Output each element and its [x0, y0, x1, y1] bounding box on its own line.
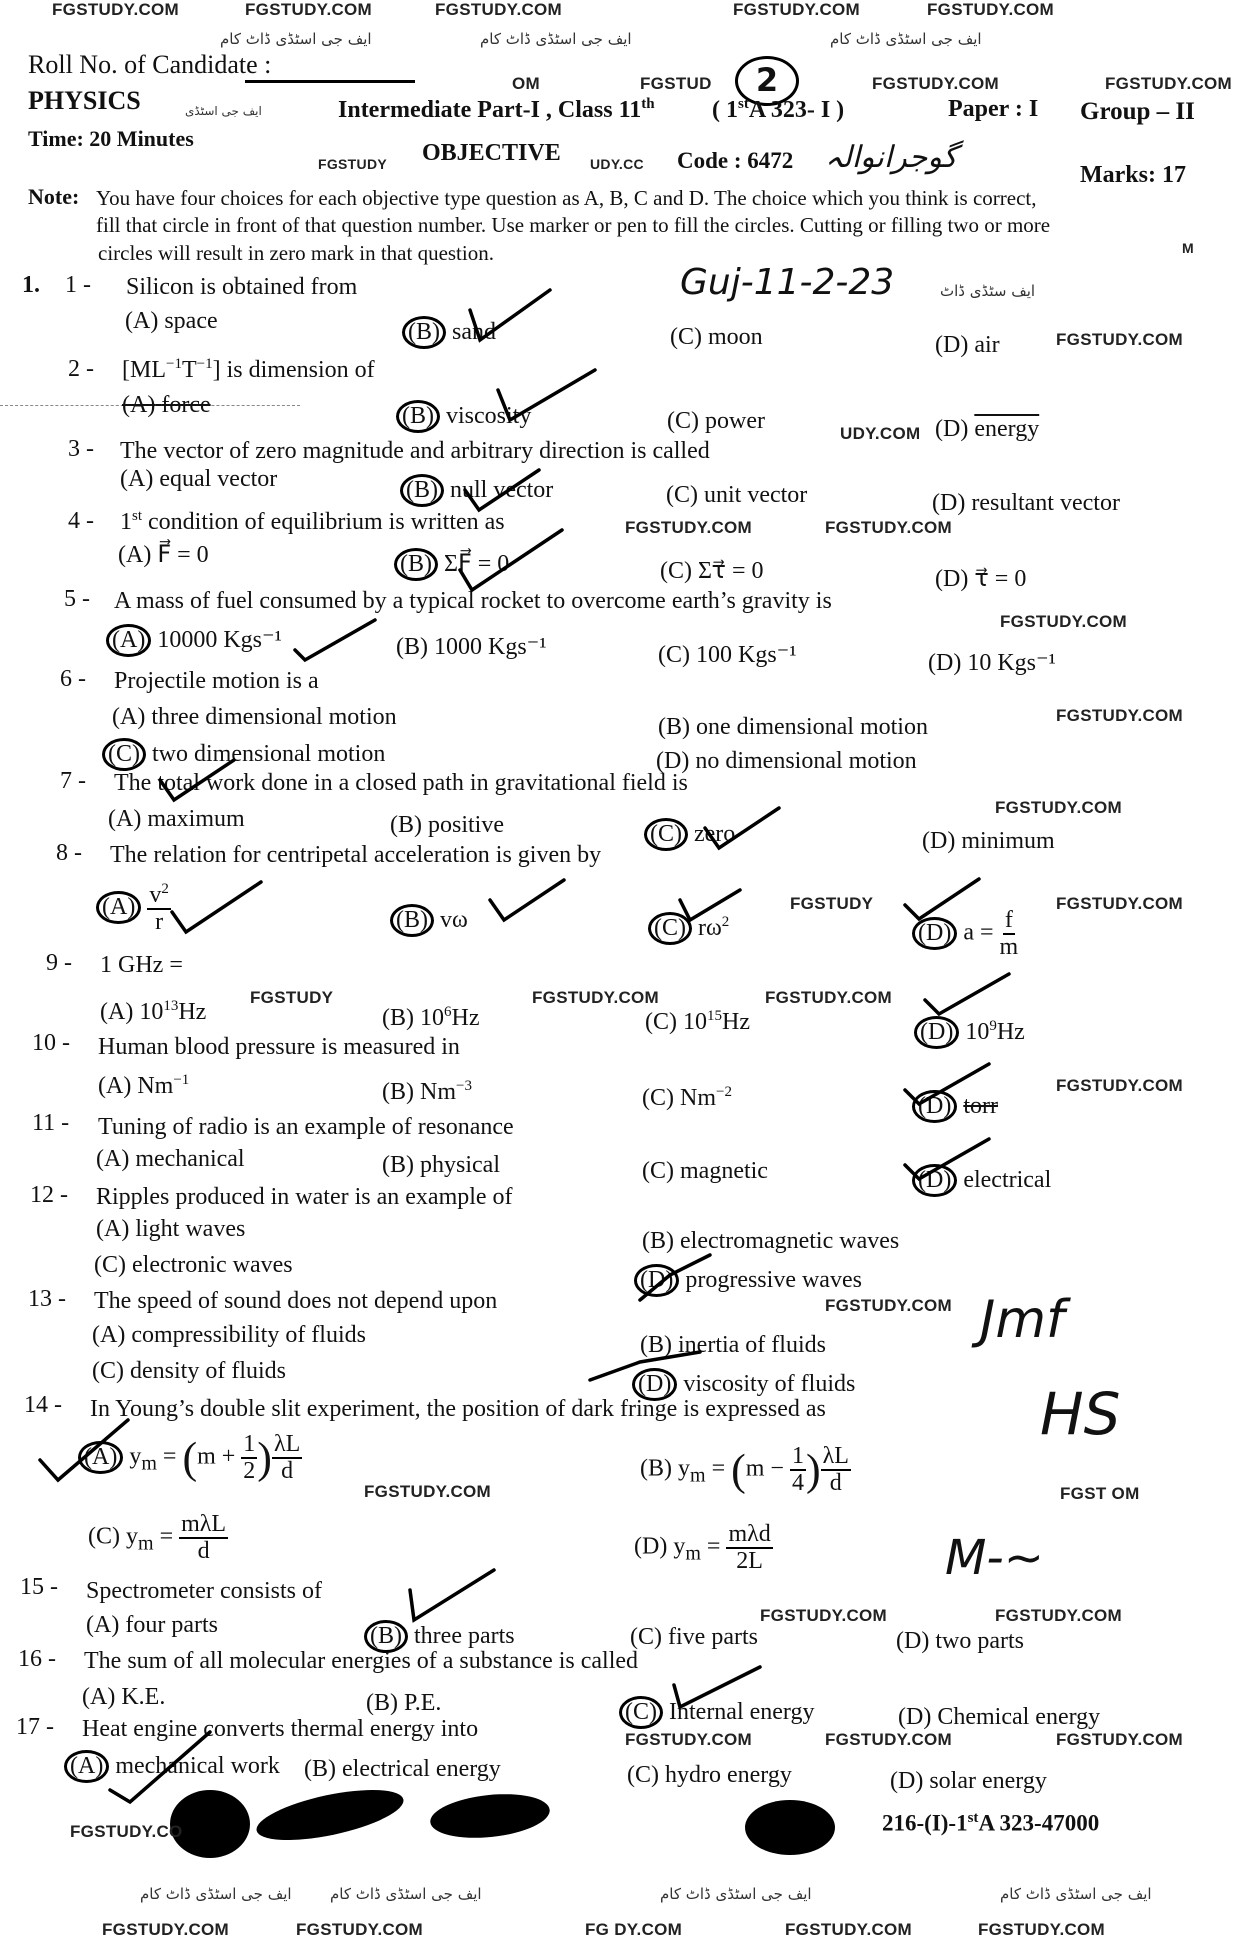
option-b-marked[interactable]: (B) three parts — [370, 1620, 515, 1653]
question-number: 7 - — [60, 768, 86, 794]
marked-circle: (C) — [644, 818, 688, 851]
watermark: FGSTUDY.COM — [364, 1482, 492, 1501]
question-text: The sum of all molecular energies of a substance is called — [84, 1648, 639, 1674]
option-d[interactable]: (D) no dimensional motion — [656, 748, 917, 774]
question-number: 13 - — [28, 1286, 66, 1312]
check-icon — [925, 974, 1009, 1014]
paper-code: ( 1stA 323- I ) — [712, 96, 845, 123]
question-text: Heat engine converts thermal energy into — [82, 1716, 479, 1742]
section-number: 1. — [22, 272, 40, 298]
marked-circle: (D) — [634, 1264, 679, 1297]
check-icon — [680, 890, 740, 920]
question-number: 16 - — [18, 1646, 56, 1672]
note-text-line-2: fill that circle in front of that question number. Use marker or pen to fill the circles. Cutting or filling two or more — [96, 213, 1051, 237]
watermark: FGSTUDY.COM — [995, 798, 1123, 817]
paper-serial-code: 216-(I)-1stA 323-47000 — [882, 1810, 1100, 1836]
check-icon — [410, 1570, 494, 1620]
watermark: FG DY.COM — [585, 1920, 683, 1939]
option-b[interactable]: (B) 1000 Kgs⁻¹ — [396, 634, 547, 660]
option-c[interactable]: (C) unit vector — [666, 482, 808, 508]
watermark: FGSTUDY.COM — [825, 518, 953, 537]
watermark: FGSTUDY.CO — [70, 1822, 183, 1841]
examiner-signature: Jmf — [980, 1290, 1065, 1350]
option-d-marked[interactable]: (D) $10^9Hz$ — [920, 1016, 1025, 1049]
option-c[interactable]: (C) five parts — [630, 1624, 758, 1650]
option-d[interactable]: (D) minimum — [922, 828, 1055, 854]
watermark: FGSTUDY.COM — [927, 0, 1055, 19]
watermark: FGSTUDY — [790, 894, 874, 913]
time-label: Time: 20 Minutes — [28, 126, 194, 151]
watermark: FGSTUDY — [250, 988, 334, 1007]
watermark: FGSTUDY.COM — [245, 0, 373, 19]
option-a-marked[interactable]: (A) $y_m = (m$ + $\frac{1}{2}$ ) $\frac{\lambda L}{d}$ — [84, 1432, 302, 1484]
option-b-marked[interactable]: (B) ΣF⃗ = 0 — [400, 548, 509, 581]
watermark: FGSTUDY.COM — [825, 1730, 953, 1749]
roll-number-label: Roll No. of Candidate : — [28, 50, 272, 79]
option-c[interactable]: (C) $y_m$ = $\frac{\text{mλL}}{d}$ — [88, 1511, 227, 1565]
option-a[interactable]: (A) space — [125, 308, 218, 334]
marked-circle: (A) — [106, 624, 151, 657]
question-text: The relation for centripetal acceleration is given by — [110, 842, 602, 868]
option-d-marked[interactable]: (D) viscosity of fluids — [638, 1368, 855, 1401]
option-a-marked[interactable]: (A) 10000 Kgs⁻¹ — [112, 624, 282, 657]
marked-circle: (A) — [96, 891, 141, 924]
option-d[interactable]: (D) air — [935, 332, 1000, 358]
option-a[interactable]: (A) force — [122, 392, 211, 418]
handwritten-number: 2 — [735, 56, 799, 106]
check-icon — [498, 370, 595, 420]
watermark: FGSTUDY.COM — [1105, 74, 1233, 93]
option-d-marked[interactable]: (D) progressive waves — [640, 1264, 862, 1297]
watermark: FGSTUDY.COM — [625, 1730, 753, 1749]
option-c[interactable]: (C) $Nm^{-2}$ — [642, 1084, 732, 1111]
handwritten-city: گوجرانوالہ — [825, 140, 958, 175]
option-a[interactable]: (A) $Nm^{-1}$ — [98, 1072, 190, 1099]
marked-circle: (C) — [619, 1696, 663, 1729]
option-c[interactable]: (C) $10^{15}Hz$ — [645, 1008, 750, 1035]
watermark-urdu: ایف جی اسٹڈی ڈاٹ کام — [330, 1885, 482, 1903]
option-d[interactable]: (D) resultant vector — [932, 490, 1120, 516]
option-b[interactable]: (B) one dimensional motion — [658, 714, 928, 740]
check-icon — [470, 290, 550, 340]
check-icon — [705, 808, 779, 848]
option-c-marked[interactable]: (C) Internal energy — [625, 1696, 815, 1729]
marked-circle: (C) — [102, 738, 146, 771]
watermark: FGSTUDY.COM — [765, 988, 893, 1007]
watermark-urdu: ایف جی اسٹڈی ڈاٹ کام — [140, 1885, 292, 1903]
watermark: FGSTUD — [640, 74, 712, 93]
marked-circle: (A) — [64, 1750, 109, 1783]
question-number: 6 - — [60, 666, 86, 692]
option-c[interactable]: (C) hydro energy — [627, 1762, 792, 1788]
option-b[interactable]: (B) $10^6Hz$ — [382, 1004, 480, 1031]
check-icon — [905, 1064, 989, 1104]
question-text: The vector of zero magnitude and arbitrary direction is called — [120, 438, 710, 464]
marked-circle: (D) — [632, 1368, 677, 1401]
watermark-urdu: ایف جی اسٹڈی — [185, 104, 262, 118]
option-a[interactable]: (A) maximum — [108, 806, 245, 832]
watermark-urdu: ایف جی اسٹڈی ڈاٹ کام — [1000, 1885, 1152, 1903]
option-c[interactable]: (C) electronic waves — [94, 1252, 293, 1278]
watermark: FGSTUDY.COM — [995, 1606, 1123, 1625]
watermark: OM — [512, 74, 540, 93]
question-text: 1 GHz = — [100, 952, 183, 978]
watermark: FGSTUDY.COM — [625, 518, 753, 537]
marked-circle: (B) — [402, 316, 446, 349]
option-d[interactable]: (D) τ⃗ = 0 — [935, 566, 1027, 592]
watermark: FGSTUDY.COM — [1056, 894, 1184, 913]
option-b[interactable]: (B) physical — [382, 1152, 500, 1178]
option-a-marked[interactable]: (A) $\frac{v^2}{r}$ — [102, 882, 171, 935]
question-text: Human blood pressure is measured in — [98, 1034, 460, 1060]
question-number: 3 - — [68, 436, 94, 462]
marked-circle: (A) — [78, 1441, 123, 1474]
marked-circle: (D) — [912, 917, 957, 950]
option-a[interactable]: (A) three dimensional motion — [112, 704, 397, 730]
scribble-signature — [745, 1800, 835, 1855]
check-icon — [905, 1139, 989, 1179]
question-text: 1st condition of equilibrium is written as — [120, 508, 505, 535]
question-number: 14 - — [24, 1392, 62, 1418]
marked-circle: (B) — [394, 548, 438, 581]
examiner-signature: M-~ — [945, 1530, 1044, 1586]
option-b-marked[interactable]: (B) null vector — [406, 474, 553, 507]
check-icon — [674, 1667, 760, 1707]
option-b[interactable]: (B) electrical energy — [304, 1756, 501, 1782]
check-icon — [590, 1352, 700, 1380]
question-text: A mass of fuel consumed by a typical rocket to overcome earth’s gravity is — [114, 588, 832, 614]
option-c[interactable]: (C) 100 Kgs⁻¹ — [658, 642, 797, 668]
option-d-marked[interactable]: (D) electrical — [918, 1164, 1051, 1197]
question-number: 11 - — [32, 1110, 70, 1136]
marked-circle: (D) — [912, 1164, 957, 1197]
watermark-urdu: ایف جی اسٹڈی ڈاٹ کام — [480, 30, 632, 48]
check-icon — [640, 1255, 710, 1300]
question-number: 12 - — [30, 1182, 68, 1208]
watermark: FGSTUDY.COM — [733, 0, 861, 19]
watermark-urdu: ایف جی اسٹڈی ڈاٹ کام — [830, 30, 982, 48]
question-text: Silicon is obtained from — [126, 274, 358, 300]
option-b[interactable]: (B) inertia of fluids — [640, 1332, 826, 1358]
question-number: 8 - — [56, 840, 82, 866]
check-icon — [172, 882, 261, 932]
question-number: 9 - — [46, 950, 72, 976]
check-icon — [40, 1420, 128, 1480]
note-text-line-3: circles will result in zero mark in that question. — [98, 241, 494, 265]
question-number: 5 - — [64, 586, 90, 612]
watermark: FGST OM — [1060, 1484, 1140, 1503]
paper-number: Paper : I — [948, 96, 1039, 122]
watermark: FGSTUDY — [318, 156, 387, 172]
question-text: Projectile motion is a — [114, 668, 319, 694]
marked-circle: (B) — [396, 400, 440, 433]
check-icon — [460, 530, 562, 590]
question-number: 15 - — [20, 1574, 58, 1600]
watermark: FGSTUDY.COM — [52, 0, 180, 19]
watermark: FGSTUDY.COM — [435, 0, 563, 19]
option-c[interactable]: (C) moon — [670, 324, 763, 350]
watermark: UDY.CC — [590, 156, 644, 172]
question-number: 17 - — [16, 1714, 54, 1740]
watermark-urdu: ایف جی اسٹڈی ڈاٹ کام — [220, 30, 372, 48]
option-c[interactable]: (C) magnetic — [642, 1158, 768, 1184]
option-d[interactable]: (D) two parts — [896, 1628, 1024, 1654]
note-label: Note: — [28, 184, 80, 209]
option-b[interactable]: (B) P.E. — [366, 1690, 442, 1716]
option-a[interactable]: (A) F⃗ = 0 — [118, 542, 209, 568]
watermark: FGSTUDY.COM — [1056, 330, 1184, 349]
section-title: OBJECTIVE — [422, 140, 561, 166]
option-b[interactable]: (B) electromagnetic waves — [642, 1228, 900, 1254]
watermark: FGSTUDY.COM — [785, 1920, 913, 1939]
handwritten-date: Guj-11-2-23 — [680, 262, 895, 303]
option-a[interactable]: (A) light waves — [96, 1216, 246, 1242]
option-b-marked[interactable]: (B) vω — [396, 904, 468, 937]
option-b[interactable]: (B) positive — [390, 812, 504, 838]
option-c[interactable]: (C) density of fluids — [92, 1358, 286, 1384]
question-text: The total work done in a closed path in gravitational field is — [114, 770, 688, 796]
check-icon — [905, 879, 979, 919]
question-number: 10 - — [32, 1030, 70, 1056]
option-d[interactable]: (D) $y_m$ = $\frac{\text{mλd}}{2L}$ — [634, 1521, 771, 1575]
examiner-signature: HS — [1040, 1380, 1121, 1448]
question-text: The speed of sound does not depend upon — [94, 1288, 498, 1314]
paper-code-number: Code : 6472 — [677, 148, 794, 173]
option-b[interactable]: (B) $Nm^{-3}$ — [382, 1078, 472, 1105]
group-label: Group – II — [1080, 98, 1195, 125]
marked-circle: (B) — [390, 904, 434, 937]
marked-circle: (C) — [648, 912, 692, 945]
watermark-urdu: ایف جی اسٹڈی ڈاٹ کام — [660, 1885, 812, 1903]
check-icon — [465, 470, 539, 510]
option-a[interactable]: (A) $10^{13}Hz$ — [100, 998, 207, 1025]
watermark: FGSTUDY.COM — [825, 1296, 953, 1315]
question-text: Ripples produced in water is an example of — [96, 1184, 513, 1210]
watermark: FGSTUDY.COM — [532, 988, 660, 1007]
option-d-marked[interactable]: (D) torr — [918, 1090, 998, 1123]
watermark: FGSTUDY.COM — [872, 74, 1000, 93]
watermark: FGSTUDY.COM — [1056, 1076, 1184, 1095]
option-a[interactable]: (A) compressibility of fluids — [92, 1322, 366, 1348]
marked-circle: (B) — [364, 1620, 408, 1653]
watermark: FGSTUDY.COM — [296, 1920, 424, 1939]
watermark: FGSTUDY.COM — [760, 1606, 888, 1625]
option-c[interactable]: (C) power — [667, 408, 765, 434]
question-number: 4 - — [68, 508, 94, 534]
watermark-urdu: ایف سٹڈی ڈاٹ — [940, 282, 1036, 300]
option-a[interactable]: (A) mechanical — [96, 1146, 245, 1172]
note-text-line-1: You have four choices for each objective type question as A, B, C and D. The choice which you think is correct, — [96, 186, 1037, 210]
check-icon — [295, 620, 375, 660]
option-c-marked[interactable]: (C) two dimensional motion — [108, 738, 385, 771]
option-b-marked[interactable]: (B) viscosity — [402, 400, 531, 433]
watermark: FGSTUDY.COM — [102, 1920, 230, 1939]
option-d[interactable]: (D) 10 Kgs⁻¹ — [928, 650, 1056, 676]
question-number: 1 - — [65, 272, 91, 298]
option-d[interactable]: (D) energy — [935, 416, 1040, 442]
watermark: FGSTUDY.COM — [1056, 706, 1184, 725]
option-c-marked[interactable]: (C) $r\omega^2$ — [654, 912, 729, 945]
check-icon — [490, 880, 564, 920]
marks-label: Marks: 17 — [1080, 162, 1186, 188]
option-a[interactable]: (A) four parts — [86, 1612, 218, 1638]
watermark: M — [1182, 240, 1194, 256]
option-b-marked[interactable]: (B) sand — [408, 316, 496, 349]
question-text: $[ML^{-1}T^{-1}]$ is dimension of — [122, 356, 375, 383]
option-d-marked[interactable]: (D) a = $\frac{f}{m}$ — [918, 908, 1018, 960]
question-text: Spectrometer consists of — [86, 1578, 322, 1604]
watermark: FGSTUDY.COM — [1000, 612, 1128, 631]
marked-circle: (D) — [914, 1016, 959, 1049]
option-d[interactable]: (D) solar energy — [890, 1768, 1047, 1794]
option-a-marked[interactable]: (A) mechanical work — [70, 1750, 280, 1783]
option-d[interactable]: (D) Chemical energy — [898, 1704, 1101, 1730]
marked-circle: (B) — [400, 474, 444, 507]
question-text: In Young’s double slit experiment, the position of dark fringe is expressed as — [90, 1396, 826, 1422]
question-text: Tuning of radio is an example of resonance — [98, 1114, 514, 1140]
option-c[interactable]: (C) Στ⃗ = 0 — [660, 558, 764, 584]
watermark: FGSTUDY.COM — [1056, 1730, 1184, 1749]
program-title: Intermediate Part-I , Class 11th — [338, 96, 655, 123]
option-c-marked[interactable]: (C) zero — [650, 818, 735, 851]
marked-circle: (D) — [912, 1090, 957, 1123]
watermark: UDY.COM — [840, 424, 921, 443]
subject-title: PHYSICS — [28, 86, 141, 115]
option-a[interactable]: (A) equal vector — [120, 466, 278, 492]
option-a[interactable]: (A) K.E. — [82, 1684, 166, 1710]
question-number: 2 - — [68, 356, 94, 382]
check-icon — [160, 760, 234, 800]
watermark: FGSTUDY.COM — [978, 1920, 1106, 1939]
option-b[interactable]: (B) $y_m = (m$ − $\frac{1}{4}$ ) $\frac{\lambda L}{d}$ — [640, 1443, 849, 1497]
